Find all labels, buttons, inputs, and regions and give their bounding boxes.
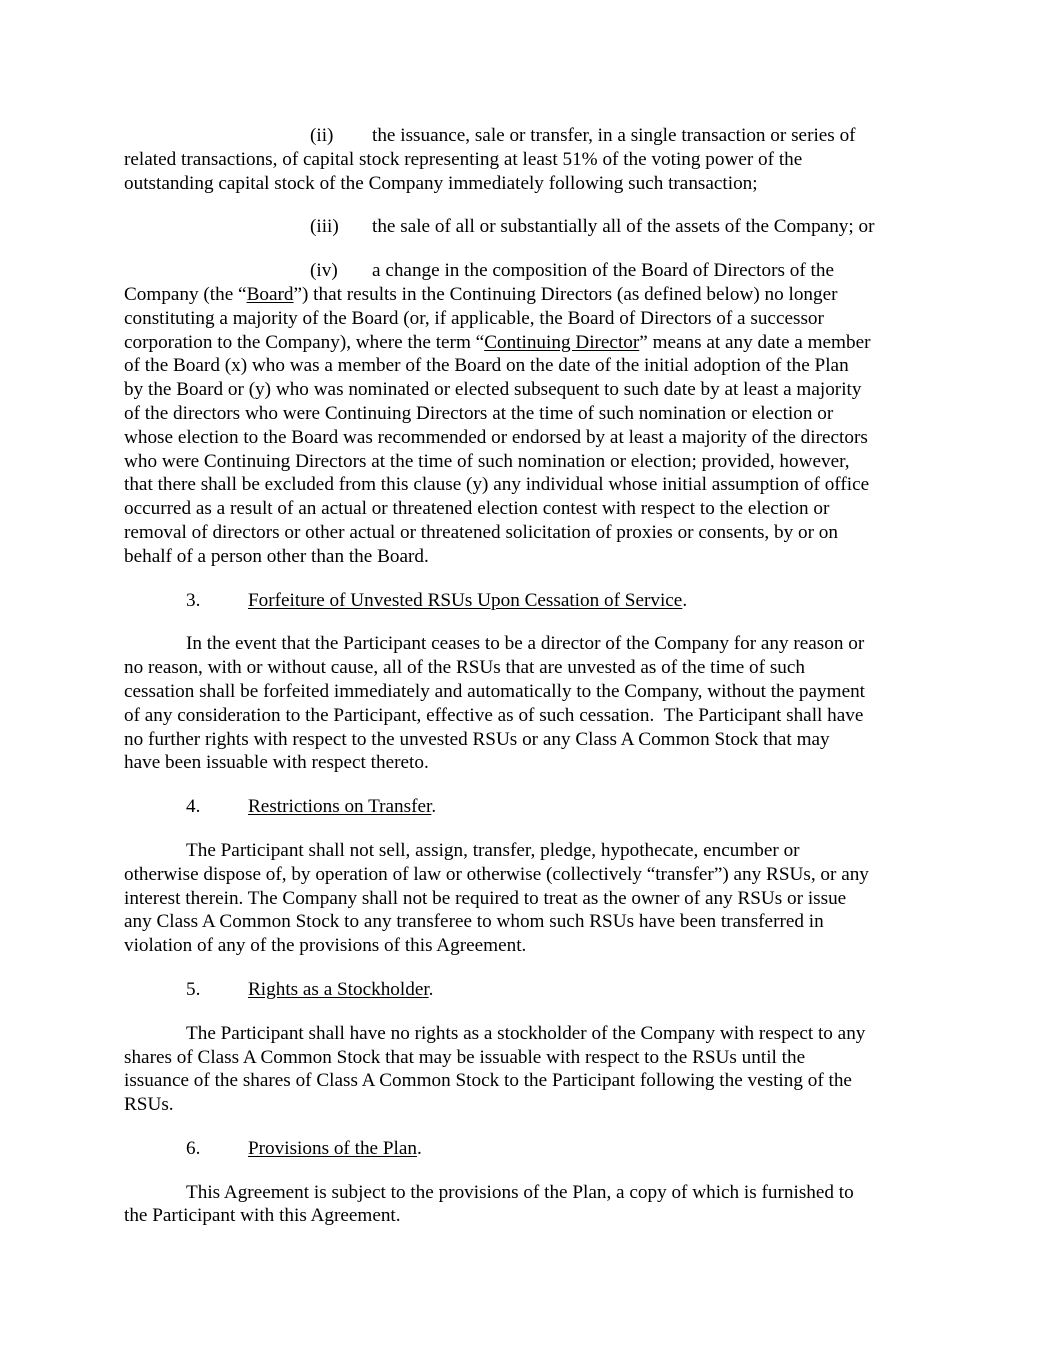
text-line: removal of directors or other actual or threatened solicitation of proxies or consents, by or on	[124, 521, 838, 543]
text-line: This Agreement is subject to the provisions of the Plan, a copy of which is furnished to	[186, 1181, 854, 1203]
text-line: In the event that the Participant ceases to be a director of the Company for any reason or	[186, 633, 865, 655]
text-line: outstanding capital stock of the Company immediately following such transaction;	[124, 172, 758, 194]
clause-iv	[124, 259, 934, 568]
text-line: any Class A Common Stock to any transferee to whom such RSUs have been transferred in	[124, 911, 824, 933]
clause-iii	[124, 215, 934, 239]
text-line: a change in the composition of the Board of Directors of the	[372, 260, 834, 282]
text-line: otherwise dispose of, by operation of law or otherwise (collectively “transfer”) any RSUs, or any	[124, 863, 869, 885]
section-number: 6.	[186, 1137, 201, 1159]
clause-ii	[124, 124, 934, 195]
text-line: no further rights with respect to the unvested RSUs or any Class A Common Stock that may	[124, 728, 830, 750]
section-number: 4.	[186, 796, 201, 818]
text-line: corporation to the Company), where the term “Continuing Director” means at any date a member	[124, 331, 871, 353]
text-line: shares of Class A Common Stock that may be issuable with respect to the RSUs until the	[124, 1046, 806, 1068]
text-line: Company (the “Board”) that results in the Continuing Directors (as defined below) no longer	[124, 283, 838, 305]
text-line: of any consideration to the Participant, effective as of such cessation. The Participant shall have	[124, 704, 864, 726]
clause-number: (iv)	[310, 260, 338, 282]
defined-term-continuing-director: Continuing Director	[484, 331, 640, 353]
text-line: the sale of all or substantially all of the assets of the Company; or	[372, 216, 875, 238]
defined-term-board: Board	[246, 283, 294, 305]
section-5	[124, 978, 934, 1117]
section-6	[124, 1137, 934, 1228]
text-line: interest therein. The Company shall not be required to treat as the owner of any RSUs or issue	[124, 887, 847, 909]
section-number: 5.	[186, 978, 201, 1000]
text-line: no reason, with or without cause, all of the RSUs that are unvested as of the time of such	[124, 657, 805, 679]
text-line: the issuance, sale or transfer, in a single transaction or series of	[372, 125, 856, 146]
text-line: whose election to the Board was recommended or endorsed by at least a majority of the directors	[124, 426, 868, 448]
clause-number: (iii)	[310, 216, 339, 238]
document-page	[124, 124, 934, 1228]
text-line: occurred as a result of an actual or threatened election contest with respect to the election or	[124, 498, 830, 520]
text-line: related transactions, of capital stock representing at least 51% of the voting power of the	[124, 148, 803, 170]
section-heading: 4. Restrictions on Transfer.	[186, 796, 437, 818]
section-heading: 3. Forfeiture of Unvested RSUs Upon Cessation of Service.	[186, 589, 688, 611]
section-3	[124, 589, 934, 776]
text-line: The Participant shall have no rights as a stockholder of the Company with respect to any	[186, 1022, 866, 1044]
text-line: The Participant shall not sell, assign, transfer, pledge, hypothecate, encumber or	[186, 839, 800, 861]
text-line: have been issuable with respect thereto.	[124, 752, 429, 774]
section-title: Forfeiture of Unvested RSUs Upon Cessation of Service	[248, 589, 683, 611]
section-number: 3.	[186, 589, 201, 611]
text-line: cessation shall be forfeited immediately and automatically to the Company, without the payment	[124, 680, 866, 702]
text-line: of the directors who were Continuing Directors at the time of such nomination or election or	[124, 402, 834, 424]
section-4	[124, 795, 934, 958]
text-line: that there shall be excluded from this clause (y) any individual whose initial assumption of office	[124, 474, 870, 496]
text-line: issuance of the shares of Class A Common Stock to the Participant following the vesting of the	[124, 1070, 852, 1092]
text-line: violation of any of the provisions of this Agreement.	[124, 935, 527, 957]
text-line: by the Board or (y) who was nominated or elected subsequent to such date by at least a majority	[124, 379, 862, 401]
clause-number: (ii)	[310, 125, 334, 146]
section-title: Restrictions on Transfer	[248, 796, 432, 818]
text-line: behalf of a person other than the Board.	[124, 545, 429, 567]
text-line: the Participant with this Agreement.	[124, 1205, 401, 1227]
section-heading: 5. Rights as a Stockholder.	[186, 978, 434, 1000]
section-title: Rights as a Stockholder	[248, 978, 429, 1000]
section-heading: 6. Provisions of the Plan.	[186, 1137, 422, 1159]
text-line: constituting a majority of the Board (or, if applicable, the Board of Directors of a successor	[124, 307, 824, 329]
section-title: Provisions of the Plan	[248, 1137, 417, 1159]
text-line: of the Board (x) who was a member of the Board on the date of the initial adoption of the Plan	[124, 355, 849, 377]
text-line: who were Continuing Directors at the time of such nomination or election; provided, however,	[124, 450, 850, 472]
text-line: RSUs.	[124, 1094, 174, 1116]
